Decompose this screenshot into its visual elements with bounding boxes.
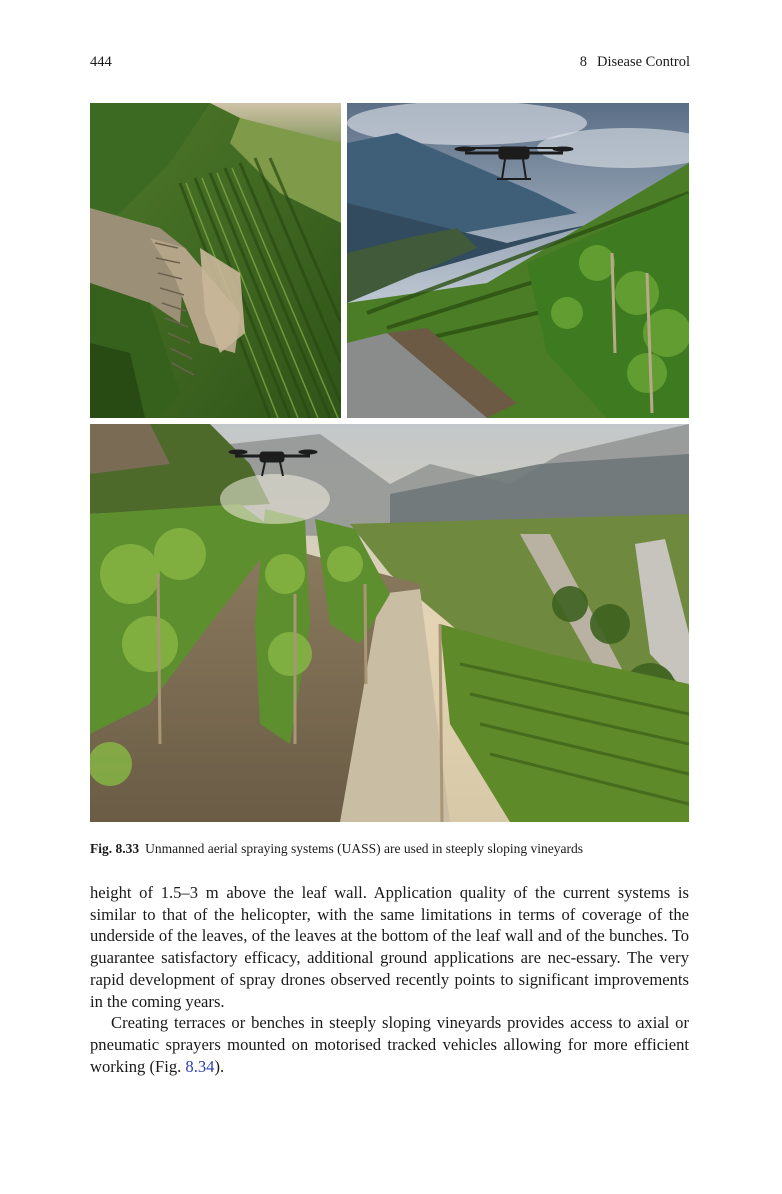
paragraph-1: height of 1.5–3 m above the leaf wall. Application quality of the current systems is similar to that of the helicopter, with the same limitations in terms of coverage of the underside of the leaves, of the leaves at the bottom of the leaf wall and of the bunches. To guarantee satisfactory efficacy, additional ground applications are nec-essary. The very rapid development of spray drones observed recently points to significant improvements in the coming years. <box>90 883 689 1011</box>
paragraph-2 <box>90 1012 689 1077</box>
figure-caption-text: Unmanned aerial spraying systems (UASS) are used in steeply sloping vineyards <box>145 841 584 856</box>
chapter-number: 8 <box>579 54 587 70</box>
page-number: 444 <box>90 54 112 70</box>
photo-drone-over-vineyard <box>347 103 689 418</box>
paragraph-2-end: ). <box>214 1056 225 1076</box>
chapter-title: Disease Control <box>596 54 690 70</box>
body-text <box>90 882 689 1077</box>
figure-caption <box>90 841 690 857</box>
figure-label: Fig. 8.33 <box>90 841 140 856</box>
figure-reference-link[interactable]: 8.34 <box>185 1056 215 1076</box>
chapter-heading <box>580 54 690 71</box>
photo-terraced-vineyard-stairs <box>90 103 341 418</box>
paragraph-2-text: Creating terraces or benches in steeply sloping vineyards provides access to axial or pneumatic sprayers mounted on motorised tracked vehicles allowing for more efficient working (Fig. <box>90 1013 689 1076</box>
photo-drone-spraying-valley <box>90 424 689 822</box>
running-header <box>90 54 690 71</box>
